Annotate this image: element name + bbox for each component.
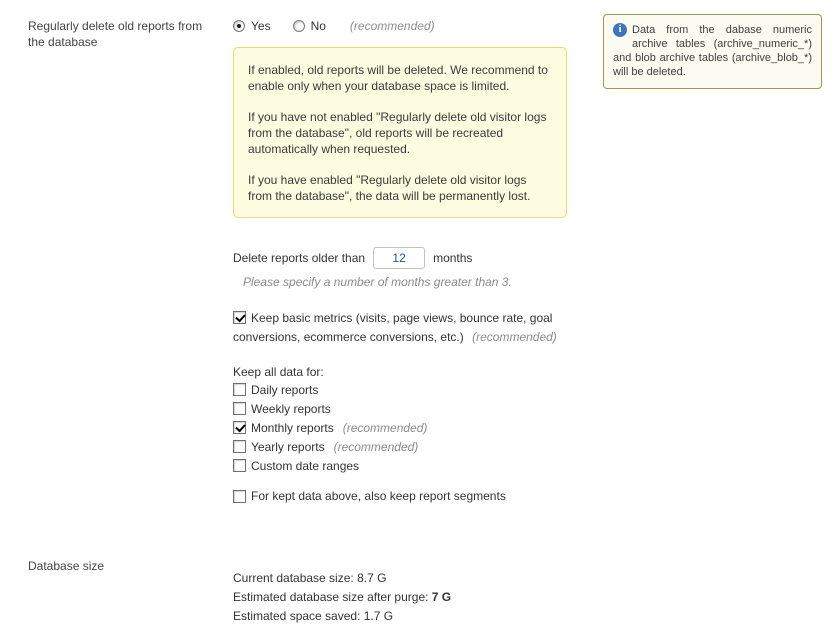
delete-older-than-prefix: Delete reports older than	[233, 251, 366, 265]
delete-older-than-suffix: months	[433, 251, 473, 265]
keep-all-data-label: Keep all data for:	[233, 365, 324, 379]
delete-reports-radio-group	[233, 16, 585, 36]
help-paragraph: If enabled, old reports will be deleted. We recommend to enable only when your database space is limited.	[248, 63, 548, 93]
keep-option-weekly[interactable]	[233, 399, 585, 418]
keep-custom-ranges-label[interactable]: Custom date ranges	[251, 458, 360, 473]
db-size-after-purge-prefix: Estimated database size after purge:	[233, 590, 432, 604]
keep-daily-checkbox[interactable]	[233, 383, 246, 396]
keep-basic-metrics-label[interactable]: Keep basic metrics (visits, page views, bounce rate, goal conversions, ecommerce conversions, etc.)	[233, 311, 553, 344]
keep-yearly-label[interactable]: Yearly reports	[251, 439, 325, 454]
radio-yes[interactable]	[233, 20, 245, 32]
keep-basic-metrics-checkbox[interactable]	[233, 311, 246, 324]
keep-monthly-label[interactable]: Monthly reports	[251, 420, 334, 435]
radio-recommended-note: (recommended)	[349, 19, 435, 33]
help-paragraph: If you have enabled "Regularly delete old visitor logs from the database", the data will be permanently lost.	[248, 173, 531, 203]
months-hint: Please specify a number of months greater than 3.	[243, 275, 512, 289]
keep-weekly-checkbox[interactable]	[233, 402, 246, 415]
keep-option-monthly[interactable]	[233, 418, 585, 437]
keep-segments-row[interactable]	[233, 489, 585, 503]
radio-no[interactable]	[293, 20, 305, 32]
side-note-text: Data from the dabase numeric archive tables (archive_numeric_*) and blob archive tables (archive_blob_*) will be deleted.	[613, 24, 812, 78]
delete-reports-help-box	[233, 47, 567, 218]
keep-segments-label[interactable]: For kept data above, also keep report segments	[251, 489, 506, 503]
keep-daily-label[interactable]: Daily reports	[251, 382, 319, 397]
radio-yes-label[interactable]: Yes	[251, 19, 271, 33]
database-size-field-label: Database size	[28, 559, 105, 573]
keep-segments-checkbox[interactable]	[233, 490, 246, 503]
keep-yearly-checkbox[interactable]	[233, 440, 246, 453]
side-help-note	[603, 14, 822, 89]
keep-option-yearly[interactable]	[233, 437, 585, 456]
keep-custom-ranges-checkbox[interactable]	[233, 459, 246, 472]
current-db-size: Current database size: 8.7 G	[233, 571, 387, 585]
keep-yearly-recommended: (recommended)	[333, 439, 419, 454]
db-size-after-purge	[233, 588, 451, 607]
database-size-content	[233, 569, 451, 626]
keep-weekly-label[interactable]: Weekly reports	[251, 401, 331, 416]
keep-option-daily[interactable]	[233, 380, 585, 399]
help-paragraph: If you have not enabled "Regularly delete old visitor logs from the database", old reports will be recreated automatically when requested.	[248, 110, 547, 156]
delete-reports-field-label: Regularly delete old reports from the database	[28, 19, 203, 49]
estimated-space-saved: Estimated space saved: 1.7 G	[233, 609, 394, 623]
months-input[interactable]	[373, 247, 425, 269]
delete-reports-field-content	[233, 16, 585, 503]
keep-option-custom-ranges[interactable]	[233, 456, 585, 475]
keep-basic-metrics-row[interactable]	[233, 309, 585, 347]
info-icon: i	[613, 23, 627, 37]
db-size-after-purge-value: 7 G	[431, 590, 452, 604]
keep-basic-metrics-recommended: (recommended)	[472, 330, 557, 344]
keep-monthly-checkbox[interactable]	[233, 421, 246, 434]
keep-monthly-recommended: (recommended)	[342, 420, 428, 435]
delete-older-than-row	[233, 247, 585, 269]
radio-no-label[interactable]: No	[310, 19, 326, 33]
